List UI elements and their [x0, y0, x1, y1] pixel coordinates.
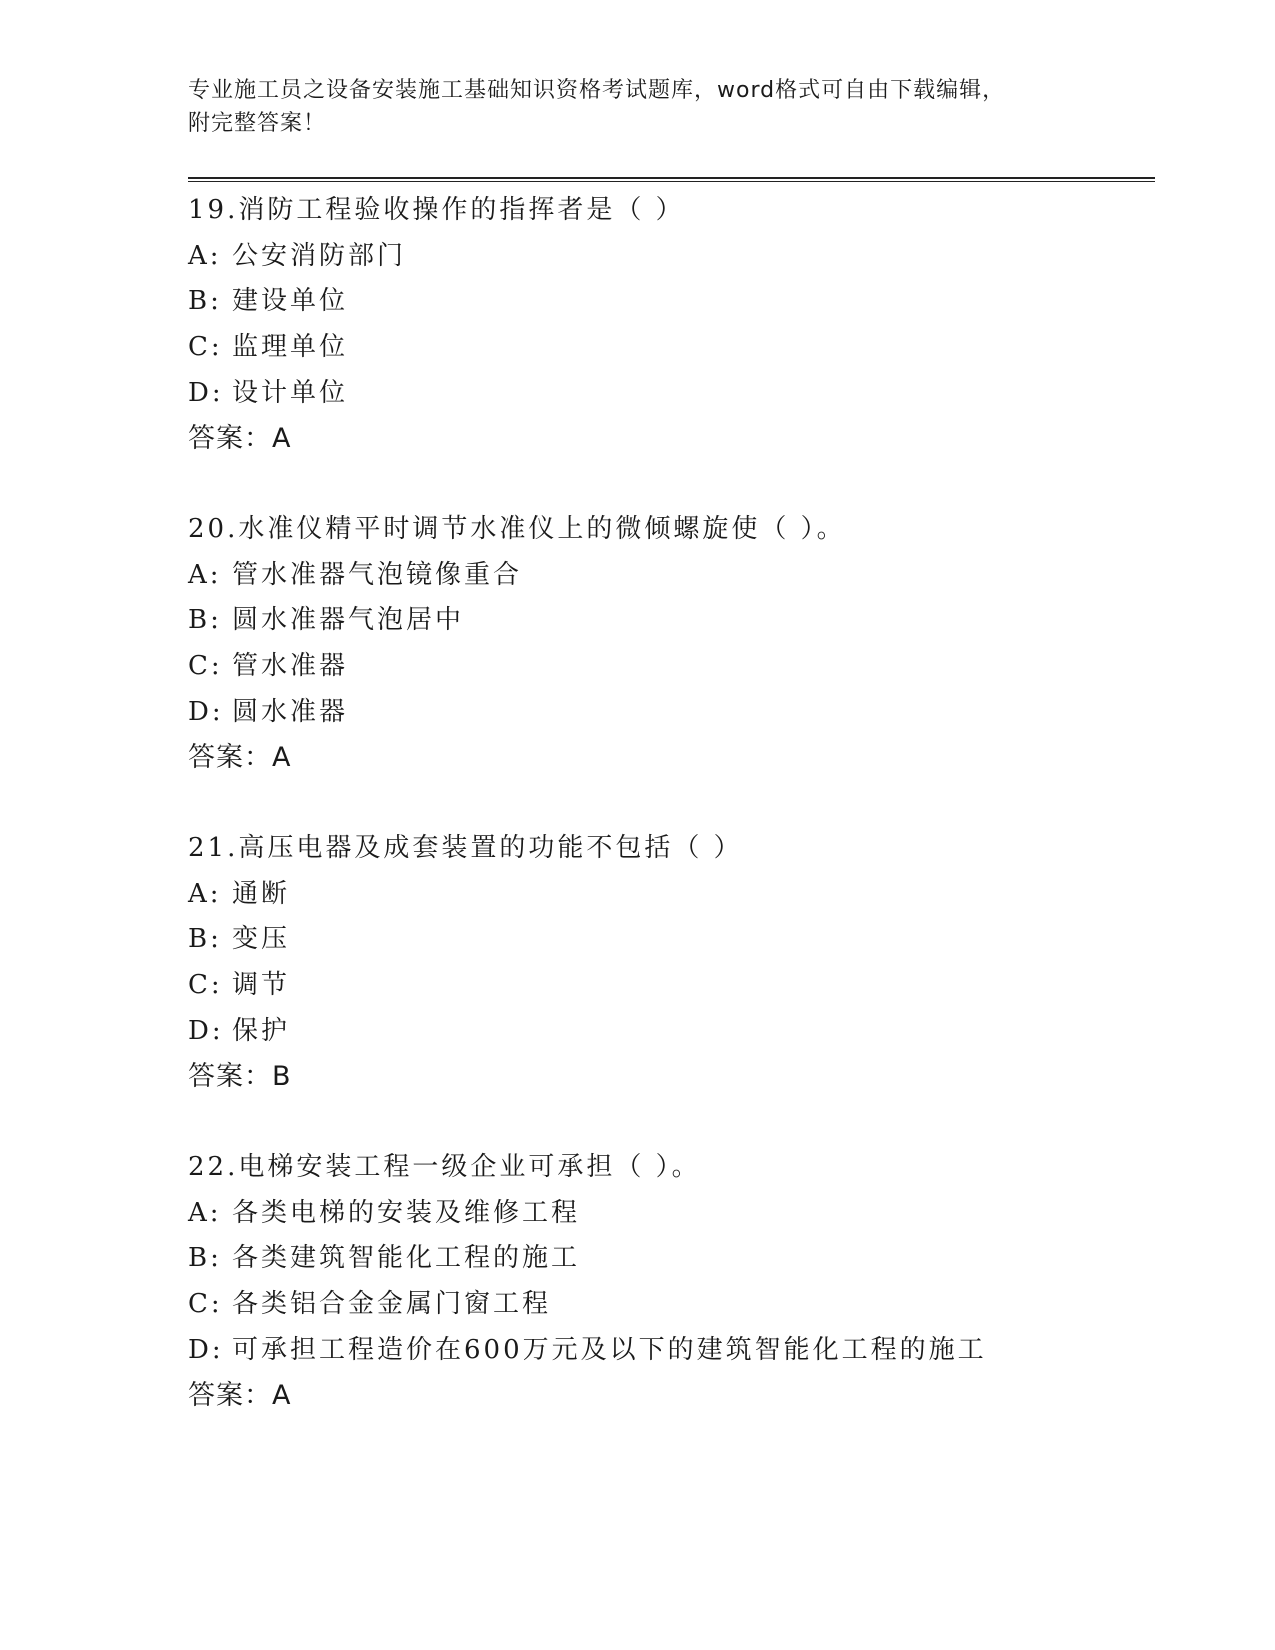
option-text: 可承担工程造价在600万元及以下的建筑智能化工程的施工 [232, 1334, 987, 1365]
option-c [188, 963, 1188, 1009]
option-letter: A: [188, 878, 222, 909]
option-a [188, 234, 1188, 280]
option-letter: C: [188, 1289, 223, 1320]
question-block [188, 507, 1188, 781]
option-a [188, 553, 1188, 599]
option-c [188, 644, 1188, 690]
option-a [188, 1191, 1188, 1237]
option-letter: D: [188, 1015, 224, 1046]
header-line-2: 附完整答案！ [188, 111, 327, 136]
option-d [188, 690, 1188, 736]
question-stem: 20.水准仪精平时调节水准仪上的微倾螺旋使（ ）。 [188, 514, 846, 544]
option-letter: B: [188, 1243, 222, 1274]
question-block [188, 188, 1188, 462]
option-letter: C: [188, 970, 223, 1001]
option-text: 建设单位 [232, 286, 349, 317]
option-text: 通断 [232, 878, 291, 909]
option-c [188, 1282, 1188, 1328]
option-a [188, 872, 1188, 918]
option-d [188, 1328, 1188, 1374]
option-text: 圆水准器气泡居中 [232, 605, 465, 636]
option-b [188, 1236, 1188, 1282]
option-text: 保护 [232, 1015, 291, 1046]
option-letter: D: [188, 696, 224, 727]
option-b [188, 917, 1188, 963]
option-text: 设计单位 [232, 377, 349, 408]
question-stem: 21.高压电器及成套装置的功能不包括（ ） [188, 833, 743, 863]
option-letter: D: [188, 1334, 224, 1365]
option-d [188, 1009, 1188, 1055]
option-text: 公安消防部门 [232, 240, 407, 271]
option-text: 管水准器气泡镜像重合 [232, 559, 523, 590]
header-divider [188, 177, 1155, 182]
option-text: 调节 [232, 970, 291, 1001]
option-letter: B: [188, 605, 222, 636]
option-text: 监理单位 [232, 332, 349, 363]
option-letter: A: [188, 240, 222, 271]
option-text: 各类铝合金金属门窗工程 [232, 1289, 552, 1320]
question-block [188, 1145, 1188, 1419]
header-line-1: 专业施工员之设备安装施工基础知识资格考试题库，word格式可自由下载编辑， [188, 78, 1006, 103]
answer-line: 答案：B [188, 1061, 292, 1093]
document-header [188, 74, 1088, 140]
answer-line: 答案：A [188, 1380, 292, 1412]
option-letter: C: [188, 332, 223, 363]
question-stem: 19.消防工程验收操作的指挥者是（ ） [188, 195, 685, 225]
option-letter: A: [188, 559, 222, 590]
option-letter: D: [188, 377, 224, 408]
option-text: 圆水准器 [232, 696, 349, 727]
question-block [188, 826, 1188, 1100]
option-text: 各类建筑智能化工程的施工 [232, 1243, 581, 1274]
option-d [188, 371, 1188, 417]
question-stem: 22.电梯安装工程一级企业可承担（ ）。 [188, 1152, 701, 1182]
option-letter: C: [188, 651, 223, 682]
option-b [188, 279, 1188, 325]
option-letter: B: [188, 286, 222, 317]
option-text: 管水准器 [232, 651, 349, 682]
option-letter: A: [188, 1197, 222, 1228]
option-letter: B: [188, 924, 222, 955]
option-c [188, 325, 1188, 371]
option-text: 各类电梯的安装及维修工程 [232, 1197, 581, 1228]
option-text: 变压 [232, 924, 291, 955]
option-b [188, 598, 1188, 644]
answer-line: 答案：A [188, 423, 292, 455]
answer-line: 答案：A [188, 742, 292, 774]
